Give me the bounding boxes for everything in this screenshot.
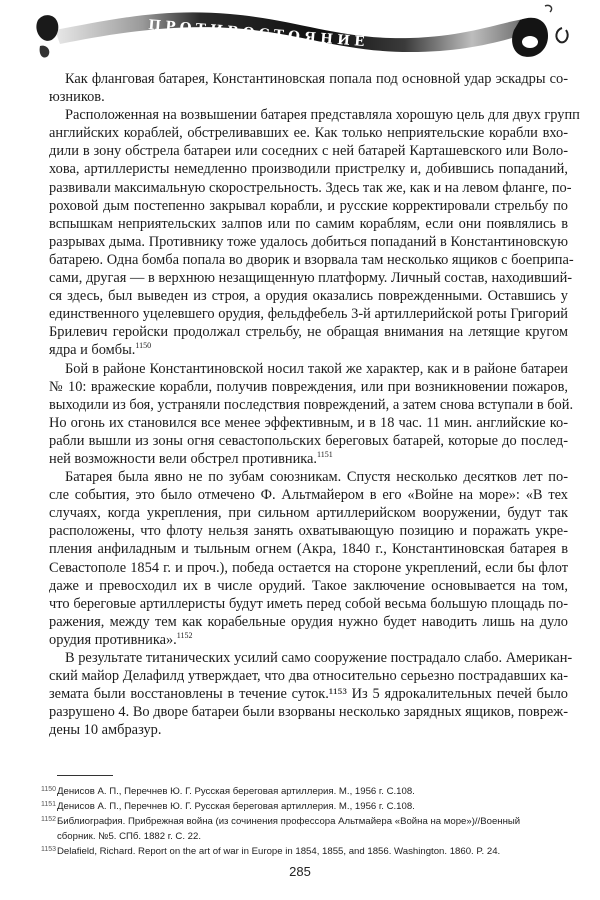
footnote-divider (57, 775, 113, 776)
footnote-text: Денисов А. П., Перечнев Ю. Г. Русская береговая артиллерия. М., 1956 г. С.108. (57, 801, 415, 812)
footnote-text: Денисов А. П., Перечнев Ю. Г. Русская береговая артиллерия. М., 1956 г. С.108. (57, 786, 415, 797)
paragraph: В результате титанических усилий само сооружение пострадало слабо. Американ- ский майор Делафилд утверждает, что два относительно серьезно пострадавших ка- земата были восстановлены в течение суток.¹¹⁵³ Из 5 ядрокалительных печей было разрушено 4. Во дворе батареи были взорваны несколько зарядных ящиков, повреж- дены 10 амбразур. (49, 650, 573, 739)
body-text (33, 70, 580, 739)
footnote (41, 784, 561, 799)
paragraph: Как фланговая батарея, Константиновская попала под основной удар эскадры со- юзников. (49, 71, 568, 106)
chapter-banner (0, 0, 600, 62)
footnote-text: Библиография. Прибрежная война (из сочинения профессора Альтмайера «Война на море»)//Военный сборник. №5. СПб. 1882 г. С. 22. (57, 816, 521, 842)
footnote-number: 1153 (41, 846, 57, 853)
footnote (41, 844, 561, 859)
footnote (41, 799, 561, 814)
chapter-title: ПРОТИВОСТОЯНИЕ (147, 17, 370, 51)
footnote-number: 1152 (41, 816, 57, 823)
footnote (41, 814, 561, 844)
footnotes (41, 784, 561, 859)
page-number: 285 (289, 864, 311, 879)
paragraph: Расположенная на возвышении батарея представляла хорошую цель для двух групп английских кораблей, обстреливавших ее. Как только неприятельские корабли вхо- дили в зону обстрела батареи или соседних с ней батарей Карташевского или Воло- хова, артиллеристы немедленно производили пристрелку и, добившись попаданий, развивали максимальную скорострельность. Здесь так же, как и на левом фланге, по- роховой дым постепенно закрывал корабли, и русские корректировали стрельбу по вспышкам неприятельских залпов или по самим кораблям, если они появлялись в разрывах дыма. Противнику тоже удалось добиться попаданий в Константиновскую батарею. Одна бомба попала во дворик и взорвала там несколько ящиков с боеприпа- сами, другая — в верхнюю незащищенную платформу. Личный состав, находивший- ся здесь, был выведен из строя, а орудия оказались поврежденными. Оставшись у единственного уцелевшего орудия, фельдфебель 3-й артиллерийской роты Григорий Брилевич геройски продолжал стрельбу, не обращая внимания на летящие кругом ядра и бомбы.$^{1150}$ (49, 107, 580, 359)
footnote-ref[interactable]: 1151 (317, 449, 333, 459)
footnote-ref[interactable]: 1152 (176, 630, 193, 640)
footnote-ref[interactable]: 1150 (135, 341, 152, 351)
footnote-number: 1150 (41, 786, 57, 793)
paragraph: Бой в районе Константиновской носил такой же характер, как и в районе батареи № 10: вражеские корабли, получив повреждения, или при возникновении пожаров, выходили из боя, устраняли последствия повреждений, а затем снова вступали в бой. Но огонь их становился все менее эффективным, и в 18 час. 11 мин. английские ко- рабли вышли из зоны огня севастопольских береговых батарей, которые до послед- ней возможности вели обстрел противника.$^{1151}$ (49, 360, 574, 467)
footnote-text: Delafield, Richard. Report on the art of war in Europe in 1854, 1855, and 1856. Washington. 1860. P. 24. (57, 846, 501, 857)
paragraph: Батарея была явно не по зубам союзникам. Спустя несколько десятков лет по- сле события, это было отмечено Ф. Альтмайером в его «Войне на море»: «В тех случаях, когда укрепления, при сильном артиллерийском вооружении, будут так расположены, что флоту нельзя занять охватывающую позицию и поражать укре- пления анфиладным и тыльным огнем (Акра, 1840 г., Константиновская батарея в Севастополе 1854 г. и проч.), победа остается на стороне укреплений, если бы флот даже и превосходил их в числе орудий. Такое заключение основывается на том, что береговые артиллеристы будут иметь перед собой весьма большую площадь по- ражения, между тем как корабельные орудия нужно будет наводить лишь на дуло орудия противника».$^{1152}$ (49, 469, 568, 648)
footnote-number: 1151 (41, 801, 57, 808)
